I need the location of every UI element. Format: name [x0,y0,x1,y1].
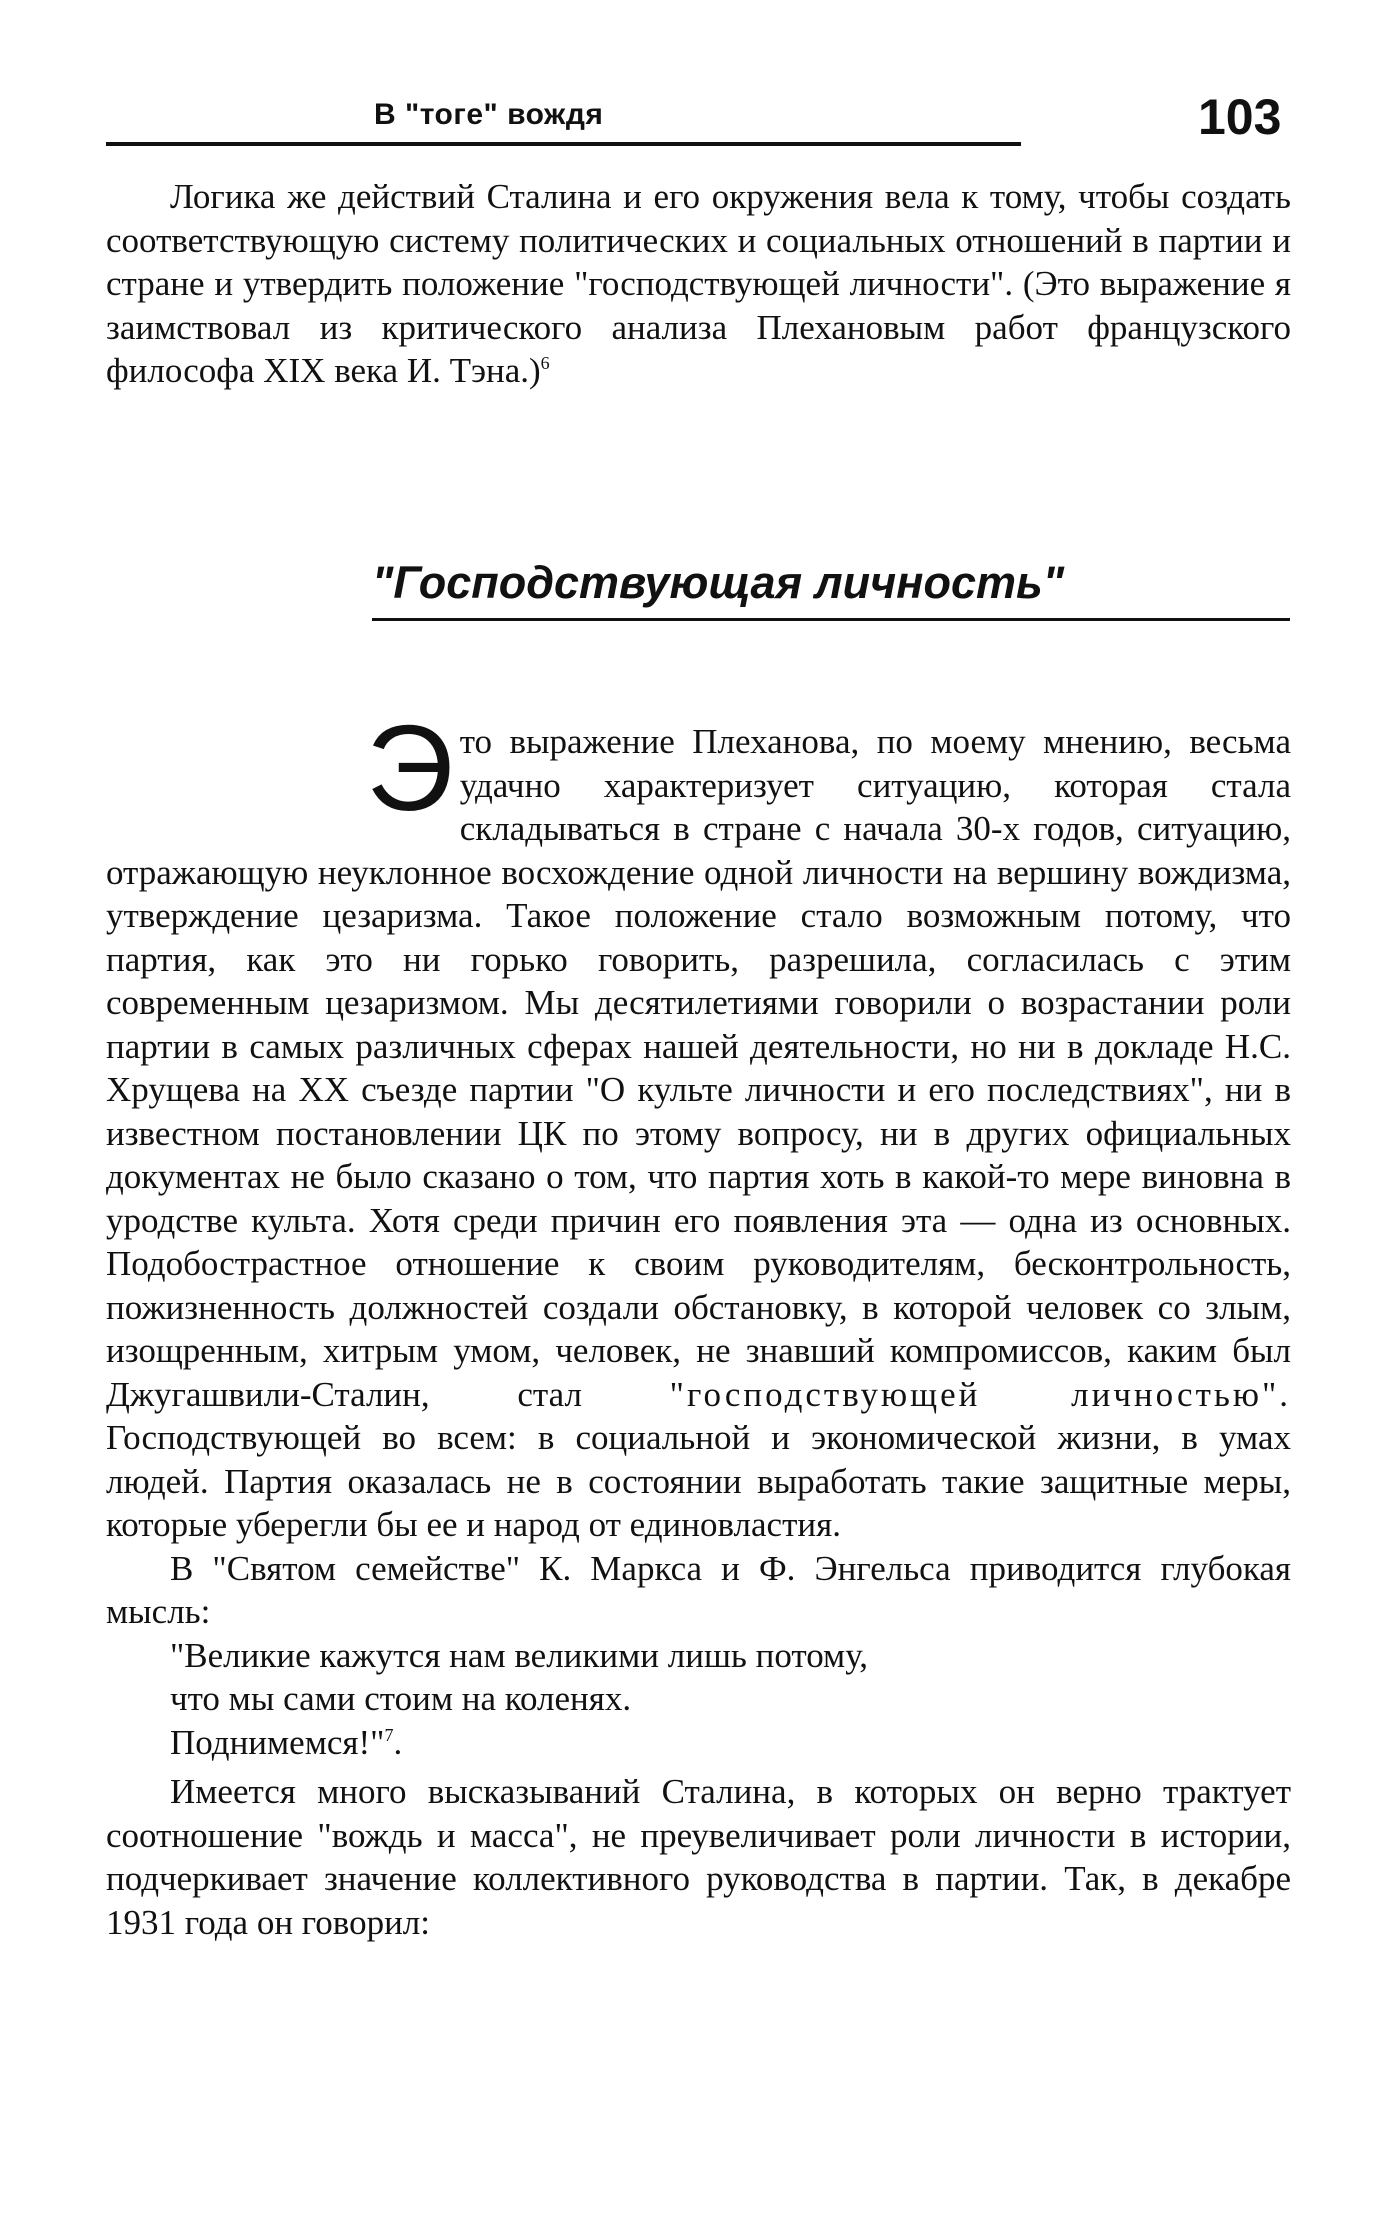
paragraph-3: Имеется много высказываний Сталина, в которых он верно трактует соотношение "вождь и масса", не преувеличивает роли личности в истории, подчеркивает значение коллективного руководства в партии. Так, в декабре 1931 года он говорил: [106,1772,1291,1942]
intro-text-block [106,175,1291,393]
section-heading: "Господствующая личность" [372,557,1065,608]
spaced-emphasis: "господствующей личностью". [669,1374,1292,1414]
intro-paragraph-text: Логика же действий Сталина и его окружения вела к тому, чтобы создать соответствующую систему политических и социальных отношений в партии и стране и утвердить положение "господствующей личности". (Это выражение я заимствовал из критического анализа Плехановым работ французского философа XIX века И. Тэна.) [106,177,1291,390]
page-number: 103 [1198,89,1282,145]
quote-line-1: "Великие кажутся нам великими лишь потому, [170,1635,868,1675]
running-title: В "тоге" вождя [374,98,604,131]
quote-line-3-text: Поднимемся!" [170,1722,385,1762]
paragraph-1-part-1: то выражение Плеханова, по моему мнению, весьма удачно характеризует ситуацию, которая стала складываться в стране с начала 30-х годов, ситуацию, отражающую неуклонное восхождение одной личности на вершину вождизма, утверждение цезаризма. Такое положение стало возможным потому, что партия, как это ни горько говорить, разрешила, согласилась с этим современным цезаризмом. Мы десятилетиями говорили о возрастании роли партии в самых различных сферах нашей деятельности, но ни в докладе Н.С. Хрущева на XX съезде партии "О культе личности и его последствиях", ни в известном постановлении ЦК по этому вопросу, ни в других официальных документах не было сказано о том, что партия хоть в какой-то мере виновна в уродстве культа. Хотя среди причин его появления эта — одна из основных. Подобострастное отношение к своим руководителям, бесконтрольность, пожизненность должностей создали обстановку, в которой человек со злым, изощренным, хитрым умом, человек, не знавший компромиссов, каким был Джугашвили-Сталин, стал [106,722,1291,1414]
drop-cap: Э [366,700,454,836]
quote-end-punctuation: . [393,1722,403,1762]
running-head [106,92,1021,146]
section-heading-rule [372,552,1290,621]
footnote-marker-7: 7 [384,1724,394,1745]
quote-line-2: что мы сами стоим на коленях. [170,1679,632,1718]
quote-line-3 [106,1721,1291,1765]
paragraph-2: В "Святом семействе" К. Маркса и Ф. Энгельса приводится глубокая мысль: [106,1548,1291,1631]
section-body [106,700,1292,1944]
footnote-marker-6: 6 [540,353,550,373]
paragraph-1 [106,700,1292,1547]
intro-paragraph [106,175,1291,393]
paragraph-1-part-2: Господствующей во всем: в социальной и экономической жизни, в умах людей. Партия оказалась не в состоянии выработать такие защитные меры, которые уберегли бы ее и народ от единовластия. [106,1418,1291,1544]
